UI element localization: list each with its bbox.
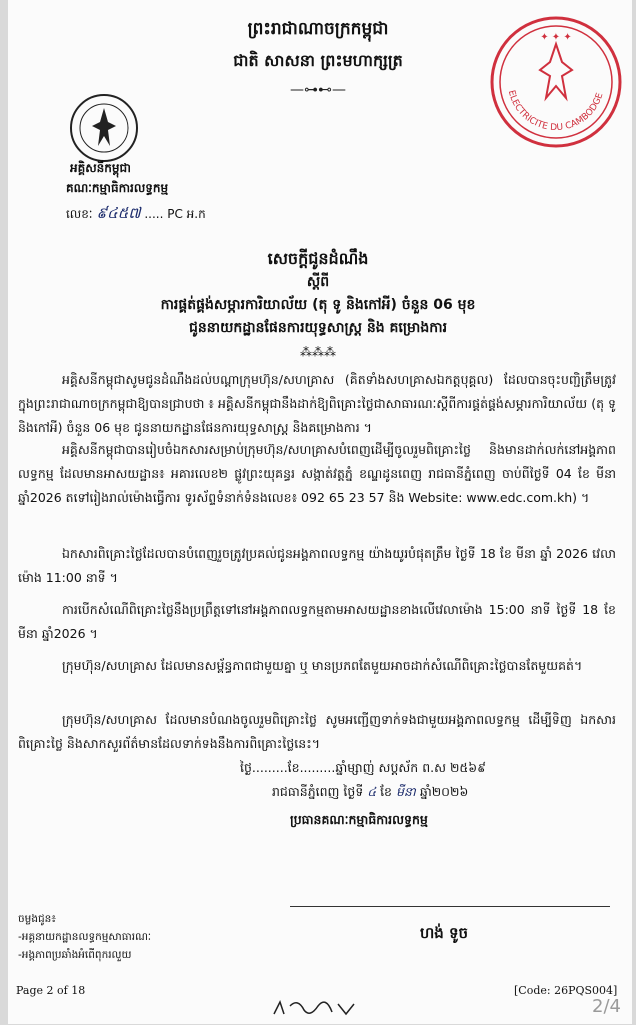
ref-suffix: PC អ.ក [167,207,206,221]
ref-prefix: លេខៈ [66,207,93,221]
stamp-text: ELECTRICITE DU CAMBODGE [505,89,606,134]
motto-heading: ជាតិ សាសនា ព្រះមហាក្សត្រ [233,51,403,70]
page-number: Page 2 of 18 [16,984,86,997]
subject-line-2: ជូននាយកដ្ឋានផែនការយុទ្ធសាស្ត្រ និង គម្រោងការ [188,320,448,336]
city-date-month: មីនា [395,784,416,799]
document-code: [Code: 26PQS004] [514,984,618,997]
initials-signature [270,996,360,1025]
reference-number: លេខៈ ៩៤៥៧ ..... PC អ.ក [66,204,206,222]
city-date-year: ឆ្នាំ២០២៦ [419,784,469,799]
title-flourish: ⁂⁂⁂ [300,345,336,359]
document-title: សេចក្ដីជូនដំណឹង [267,249,369,268]
signatory-title: ប្រធានគណៈកម្មាធិការលទ្ធកម្ម [290,812,428,827]
kingdom-heading: ព្រះរាជាណាចក្រកម្ពុជា [247,19,389,39]
city-date-prefix: រាជធានីភ្នំពេញ ថ្ងៃទី [272,784,364,799]
paragraph-6: ក្រុមហ៊ុន/សហគ្រាស ដែលមានបំណងចូលរួមពិគ្រោះថ្លៃ សូមអញ្ជើញទាក់ទងជាមួយអង្គភាពលទ្ធកម្ម ដើម្បីទិញ ឯកសារពិគ្រោះថ្លៃ និងសាកសួរព័ត៌មានដែលទាក់ទងនឹងការពិគ្រោះថ្លៃនេះ។ [18,712,616,751]
viewer-page-count: 2/4 [592,996,621,1017]
subject-line-1: ការផ្គត់ផ្គង់សម្ភារការិយាល័យ (តុ ទូ និងកៅអី) ចំនួន 06 មុខ [160,297,476,313]
committee-name: គណៈកម្មាធិការលទ្ធកម្ម [66,181,169,195]
paragraph-3: ឯកសារពិគ្រោះថ្លៃដែលបានបំពេញរួចត្រូវប្រគល់ជូនអង្គភាពលទ្ធកម្ម យ៉ាងយូរបំផុតត្រឹម ថ្ងៃទី 18 ខែ មីនា ឆ្នាំ 2026 វេលាម៉ោង 11:00 នាទី ។ [18,546,616,585]
header-flourish: —⊶⊷— [290,82,346,98]
city-date-day: ៤ [367,784,377,799]
paragraph-4: ការបើកសំណើពិគ្រោះថ្លៃនឹងប្រព្រឹត្តទៅនៅអង្គភាពលទ្ធកម្មតាមអាសយដ្ឋានខាងលើវេលាម៉ោង 15:00 នាទី ថ្ងៃទី 18 ខែ មីនា ឆ្នាំ2026 ។ [18,602,616,641]
edc-logo-icon [68,92,140,164]
edc-stamp-icon [488,14,624,150]
signature-rule [290,906,610,907]
paragraph-1: អគ្គិសនីកម្ពុជាសូមជូនដំណឹងដល់បណ្ដាក្រុមហ៊ុន/សហគ្រាស (គិតទាំងសហគ្រាសឯកត្តបុគ្គល) ដែលបានចុះបញ្ជិត្រឹមត្រូវក្នុងព្រះរាជាណាចក្រកម្ពុជាឱ្យបានជ្រាបថា ៖ អគ្គិសនីកម្ពុជានឹងដាក់ឱ្យពិគ្រោះថ្លៃជាសាធារណៈស្ដីពីការផ្គត់ផ្គង់សម្ភារការិយាល័យ (តុ ទូ និងកៅអី) ចំនួន 06 មុខ ជូននាយកដ្ឋានផែនការយុទ្ធសាស្ត្រ និងគម្រោងការ ។ [18,372,616,435]
ref-handwritten: ៩៤៥៧ [96,204,141,222]
cc-block [18,910,151,964]
city-date [272,784,468,803]
document-concerning: ស្ដីពី [306,274,330,290]
city-date-month-label: ខែ [380,784,392,799]
paragraph-5: ក្រុមហ៊ុន/សហគ្រាស ដែលមានសម្ព័ន្ធភាពជាមួយគ្នា ឬ មានប្រភពតែមួយអាចដាក់សំណើពិគ្រោះថ្លៃបានតែមួយគត់។ [62,658,583,673]
paragraph-2: អគ្គិសនីកម្ពុជាបានរៀបចំឯកសារសម្រាប់ក្រុមហ៊ុន/សហគ្រាសបំពេញដើម្បីចូលរួមពិគ្រោះថ្លៃ និងមានដាក់លក់នៅអង្គភាពលទ្ធកម្ម ដែលមានអាសយដ្ឋាន៖ អគារលេខ២ ផ្លូវព្រះយុគន្ធរ សង្កាត់វត្តភ្នំ ខណ្ឌដូនពេញ រាជធានីភ្នំពេញ ចាប់ពីថ្ងៃទី 04 ខែ មីនា ឆ្នាំ2026 តទៅរៀងរាល់ម៉ោងធ្វើការ ទូរស័ព្ទទំនាក់ទំនងលេខ៖ 092 65 23 57 និង Website: www.edc.com.kh) ។ [18,442,616,505]
cc-item-1: -អគ្គនាយកដ្ឋានលទ្ធកម្មសាធារណៈ [18,931,152,943]
cc-item-2: -អង្គភាពប្រឆាំងអំពើពុករលួយ [18,949,132,961]
signatory-name: ហង់ ទូច [420,924,469,942]
lunar-date: ថ្ងៃ.........ខែ.........ឆ្នាំម្សាញ់ សប្តស័ក ព.ស ២៥៦៩ [240,760,486,775]
svg-text:✦ ✦ ✦: ✦ ✦ ✦ [540,32,572,43]
organization-name: អគ្គិសនីកម្ពុជា [70,161,131,175]
cc-label: ចម្លងជូន៖ [18,913,56,925]
